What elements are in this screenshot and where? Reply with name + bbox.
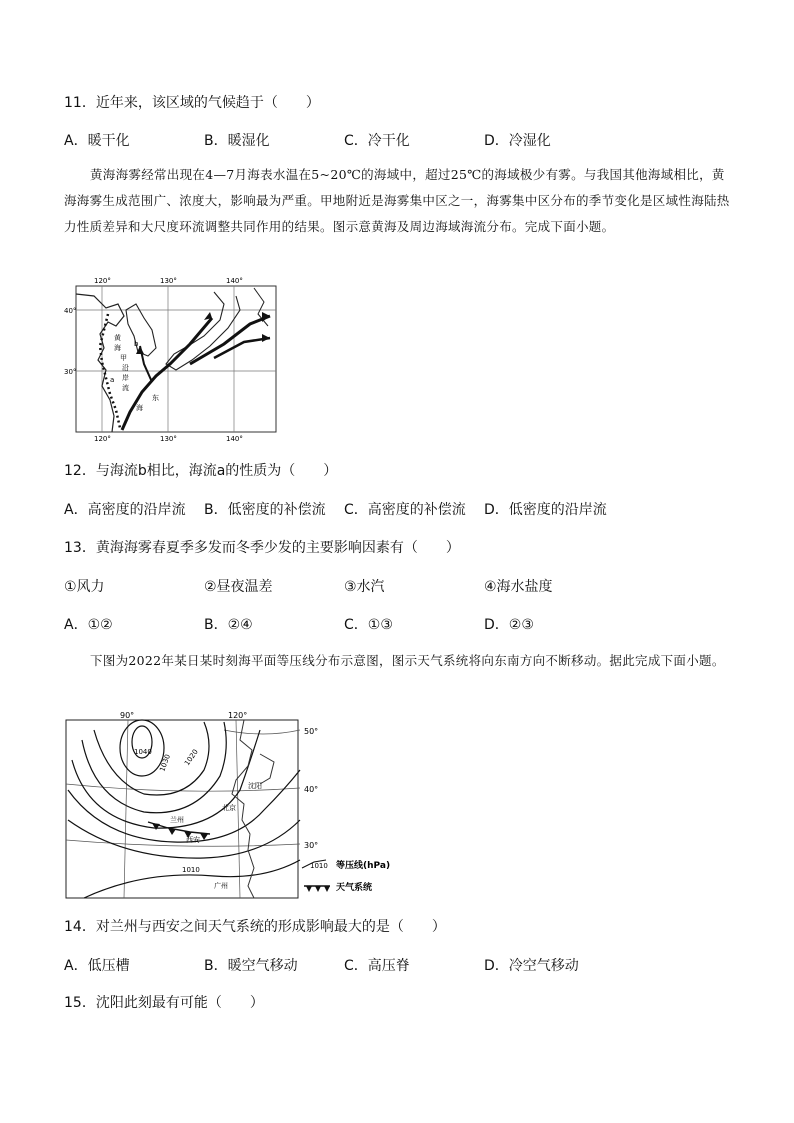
isobar-weather-map bbox=[64, 710, 424, 900]
question-14-stem: 14．对兰州与西安之间天气系统的形成影响最大的是（ ） bbox=[64, 919, 446, 935]
map2-lat-50: 50° bbox=[304, 727, 319, 736]
city-lanzhou: 兰州 bbox=[170, 816, 184, 824]
question-11-option-d[interactable]: D．冷湿化 bbox=[484, 133, 551, 149]
map1-label-an: 岸 bbox=[122, 374, 129, 382]
map1-label-liu: 流 bbox=[122, 384, 129, 392]
legend-isobar-value: 1010 bbox=[310, 862, 328, 870]
map1-lon-top-140: 140° bbox=[226, 277, 243, 285]
question-13-option-a[interactable]: A．①② bbox=[64, 617, 113, 633]
map1-lat-40: 40° bbox=[64, 307, 77, 315]
question-12-option-d[interactable]: D．低密度的沿岸流 bbox=[484, 502, 607, 518]
map1-lat-30: 30° bbox=[64, 368, 77, 376]
question-13-option-d[interactable]: D．②③ bbox=[484, 617, 534, 633]
question-14-option-d[interactable]: D．冷空气移动 bbox=[484, 958, 579, 974]
map1-label-a: a bbox=[110, 376, 115, 384]
question-13-factor-3: ③水汽 bbox=[344, 579, 385, 595]
question-11-option-c[interactable]: C．冷干化 bbox=[344, 133, 410, 149]
map1-label-yan: 沿 bbox=[122, 364, 129, 372]
city-shenyang: 沈阳 bbox=[248, 782, 262, 790]
question-11-option-a[interactable]: A．暖干化 bbox=[64, 133, 130, 149]
map2-lat-40: 40° bbox=[304, 785, 319, 794]
map1-lon-bottom-130: 130° bbox=[160, 435, 177, 443]
isobar-label-1040: 1040 bbox=[134, 748, 152, 756]
map2-lon-120: 120° bbox=[228, 711, 248, 720]
map1-lon-bottom-120: 120° bbox=[94, 435, 111, 443]
legend-weather-system-label: 天气系统 bbox=[336, 883, 373, 893]
question-15-stem: 15．沈阳此刻最有可能（ ） bbox=[64, 995, 264, 1011]
question-13-factor-2: ②昼夜温差 bbox=[204, 579, 273, 595]
map1-lon-top-130: 130° bbox=[160, 277, 177, 285]
question-12-option-a[interactable]: A．高密度的沿岸流 bbox=[64, 502, 186, 518]
question-12-stem: 12．与海流b相比，海流a的性质为（ ） bbox=[64, 463, 338, 479]
passage-isobar-map: 下图为2022年某日某时刻海平面等压线分布示意图，图示天气系统将向东南方向不断移动。据此完成下面小题。 bbox=[90, 653, 725, 668]
question-11-stem: 11．近年来，该区域的气候趋于（ ） bbox=[64, 95, 320, 111]
question-13-option-c[interactable]: C．①③ bbox=[344, 617, 393, 633]
map2-lat-30: 30° bbox=[304, 841, 319, 850]
question-13-option-b[interactable]: B．②④ bbox=[204, 617, 253, 633]
question-13-factor-1: ①风力 bbox=[64, 579, 105, 595]
map1-lon-bottom-140: 140° bbox=[226, 435, 243, 443]
map1-label-hai: 海 bbox=[114, 344, 121, 352]
city-xian: 西安 bbox=[186, 836, 200, 844]
city-guangzhou: 广州 bbox=[214, 882, 228, 890]
question-14-option-b[interactable]: B．暖空气移动 bbox=[204, 958, 298, 974]
map1-label-dong: 东 bbox=[152, 394, 159, 402]
map-legend bbox=[302, 859, 390, 893]
question-13-stem: 13．黄海海雾春夏季多发而冬季少发的主要影响因素有（ ） bbox=[64, 540, 460, 556]
map2-lon-90: 90° bbox=[120, 711, 135, 720]
legend-isobar-label: 等压线(hPa) bbox=[336, 861, 391, 871]
map1-label-hai2: 海 bbox=[136, 404, 143, 412]
question-11-option-b[interactable]: B．暖湿化 bbox=[204, 133, 270, 149]
question-12-option-c[interactable]: C．高密度的补偿流 bbox=[344, 502, 466, 518]
map1-label-jia: 甲 bbox=[120, 354, 127, 362]
yellow-sea-current-map bbox=[64, 274, 284, 444]
passage-yellow-sea-fog: 黄海海雾经常出现在4—7月海表水温在5~20℃的海域中，超过25℃的海域极少有雾。与我国其他海域相比，黄海海雾生成范围广、浓度大，影响最为严重。甲地附近是海雾集中区之一，海雾集中区分布的季节变化是区域性海陆热力性质差异和大尺度环流调整共同作用的结果。图示意黄海及周边海域海流分布。完成下面小题。 bbox=[64, 167, 730, 234]
map1-label-b: b bbox=[134, 340, 139, 348]
isobar-label-1030: 1030 bbox=[158, 753, 172, 773]
map1-label-huang: 黄 bbox=[114, 334, 121, 342]
question-12-option-b[interactable]: B．低密度的补偿流 bbox=[204, 502, 326, 518]
city-beijing: 北京 bbox=[222, 804, 236, 812]
question-14-option-c[interactable]: C．高压脊 bbox=[344, 958, 410, 974]
map1-lon-top-120: 120° bbox=[94, 277, 111, 285]
question-14-option-a[interactable]: A．低压槽 bbox=[64, 958, 130, 974]
isobar-label-1010: 1010 bbox=[182, 866, 200, 874]
isobar-label-1020: 1020 bbox=[183, 747, 200, 768]
question-13-factor-4: ④海水盐度 bbox=[484, 579, 553, 595]
